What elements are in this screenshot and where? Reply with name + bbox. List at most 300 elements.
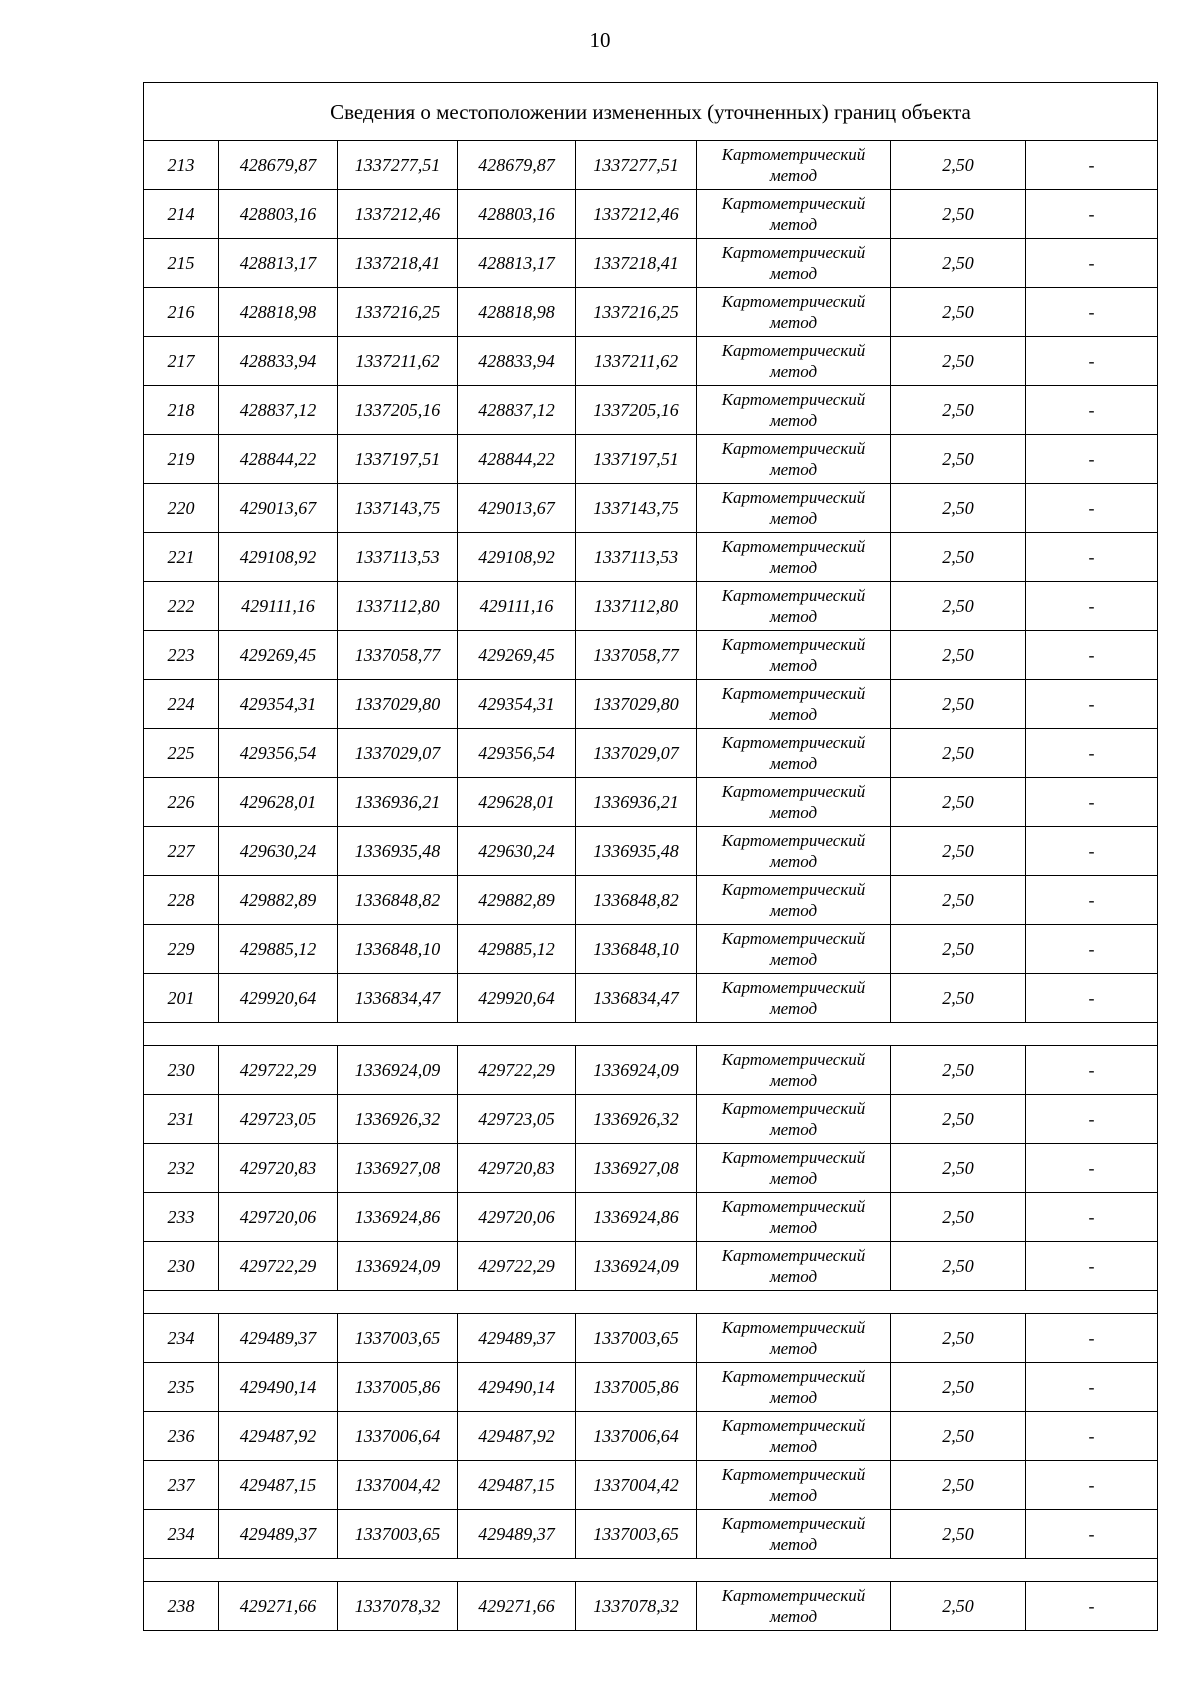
refined-y-cell: 1337003,65: [576, 1510, 697, 1559]
method-cell: [697, 1510, 891, 1559]
accuracy-cell: 2,50: [891, 1582, 1026, 1631]
note-cell: -: [1026, 631, 1158, 680]
existing-x-cell: 429720,83: [219, 1144, 338, 1193]
point-number-cell: 215: [144, 239, 219, 288]
note-cell: -: [1026, 141, 1158, 190]
accuracy-cell: 2,50: [891, 1046, 1026, 1095]
point-number-cell: 227: [144, 827, 219, 876]
method-cell: [697, 1314, 891, 1363]
refined-x-cell: 429720,06: [458, 1193, 576, 1242]
group-separator-cell: [144, 1023, 1158, 1046]
accuracy-cell: 2,50: [891, 729, 1026, 778]
accuracy-cell: 2,50: [891, 1242, 1026, 1291]
existing-y-cell: 1337218,41: [338, 239, 458, 288]
boundary-coordinates-table: [143, 82, 1158, 1631]
existing-y-cell: 1336924,09: [338, 1046, 458, 1095]
group-separator-cell: [144, 1291, 1158, 1314]
table-row: [144, 190, 1158, 239]
note-cell: -: [1026, 288, 1158, 337]
existing-y-cell: 1337216,25: [338, 288, 458, 337]
method-line-2: метод: [769, 705, 818, 724]
existing-x-cell: 429490,14: [219, 1363, 338, 1412]
note-cell: -: [1026, 974, 1158, 1023]
note-cell: -: [1026, 190, 1158, 239]
existing-x-cell: 429271,66: [219, 1582, 338, 1631]
existing-x-cell: 429885,12: [219, 925, 338, 974]
method-line-1: Картометрический: [721, 243, 866, 262]
method-line-1: Картометрический: [721, 1050, 866, 1069]
refined-x-cell: 428813,17: [458, 239, 576, 288]
method-line-1: Картометрический: [721, 586, 866, 605]
method-line-1: Картометрический: [721, 1246, 866, 1265]
existing-y-cell: 1336924,86: [338, 1193, 458, 1242]
point-number-cell: 226: [144, 778, 219, 827]
method-line-2: метод: [769, 166, 818, 185]
point-number-cell: 216: [144, 288, 219, 337]
accuracy-cell: 2,50: [891, 680, 1026, 729]
existing-y-cell: 1337078,32: [338, 1582, 458, 1631]
existing-y-cell: 1337211,62: [338, 337, 458, 386]
point-number-cell: 232: [144, 1144, 219, 1193]
method-line-2: метод: [769, 215, 818, 234]
accuracy-cell: 2,50: [891, 1412, 1026, 1461]
refined-y-cell: 1337006,64: [576, 1412, 697, 1461]
accuracy-cell: 2,50: [891, 337, 1026, 386]
table-row: [144, 1363, 1158, 1412]
method-line-1: Картометрический: [721, 439, 866, 458]
method-line-1: Картометрический: [721, 1318, 866, 1337]
table-row: [144, 337, 1158, 386]
existing-x-cell: 429356,54: [219, 729, 338, 778]
method-line-1: Картометрический: [721, 782, 866, 801]
point-number-cell: 228: [144, 876, 219, 925]
table-row: [144, 778, 1158, 827]
method-line-2: метод: [769, 1486, 818, 1505]
refined-x-cell: 429885,12: [458, 925, 576, 974]
note-cell: -: [1026, 533, 1158, 582]
existing-x-cell: 429628,01: [219, 778, 338, 827]
method-line-1: Картометрический: [721, 1416, 866, 1435]
refined-x-cell: 428818,98: [458, 288, 576, 337]
point-number-cell: 223: [144, 631, 219, 680]
refined-y-cell: 1337004,42: [576, 1461, 697, 1510]
method-line-1: Картометрический: [721, 1586, 866, 1605]
method-line-1: Картометрический: [721, 341, 866, 360]
accuracy-cell: 2,50: [891, 925, 1026, 974]
point-number-cell: 233: [144, 1193, 219, 1242]
point-number-cell: 234: [144, 1510, 219, 1559]
existing-x-cell: 429723,05: [219, 1095, 338, 1144]
table-row: [144, 386, 1158, 435]
method-line-2: метод: [769, 1535, 818, 1554]
refined-y-cell: 1336924,86: [576, 1193, 697, 1242]
point-number-cell: 235: [144, 1363, 219, 1412]
refined-y-cell: 1337113,53: [576, 533, 697, 582]
existing-y-cell: 1336834,47: [338, 974, 458, 1023]
table-row: [144, 1242, 1158, 1291]
method-cell: [697, 288, 891, 337]
method-cell: [697, 484, 891, 533]
existing-y-cell: 1337113,53: [338, 533, 458, 582]
existing-y-cell: 1337143,75: [338, 484, 458, 533]
point-number-cell: 225: [144, 729, 219, 778]
method-line-2: метод: [769, 950, 818, 969]
existing-x-cell: 429269,45: [219, 631, 338, 680]
refined-x-cell: 429490,14: [458, 1363, 576, 1412]
method-line-1: Картометрический: [721, 635, 866, 654]
page-number: 10: [589, 28, 611, 52]
method-line-2: метод: [769, 411, 818, 430]
method-line-2: метод: [769, 1169, 818, 1188]
method-cell: [697, 1412, 891, 1461]
method-line-2: метод: [769, 852, 818, 871]
method-cell: [697, 827, 891, 876]
method-cell: [697, 1193, 891, 1242]
method-line-2: метод: [769, 460, 818, 479]
note-cell: -: [1026, 1095, 1158, 1144]
refined-x-cell: 428837,12: [458, 386, 576, 435]
method-line-1: Картометрический: [721, 488, 866, 507]
method-line-1: Картометрический: [721, 145, 866, 164]
table-row: [144, 1582, 1158, 1631]
point-number-cell: 229: [144, 925, 219, 974]
table-row: [144, 729, 1158, 778]
method-line-1: Картометрический: [721, 1148, 866, 1167]
refined-x-cell: 429354,31: [458, 680, 576, 729]
table-row: [144, 239, 1158, 288]
refined-y-cell: 1336924,09: [576, 1046, 697, 1095]
table-row: [144, 484, 1158, 533]
refined-y-cell: 1337029,07: [576, 729, 697, 778]
existing-x-cell: 429489,37: [219, 1314, 338, 1363]
refined-y-cell: 1336927,08: [576, 1144, 697, 1193]
existing-x-cell: 429722,29: [219, 1242, 338, 1291]
existing-y-cell: 1337003,65: [338, 1314, 458, 1363]
method-line-2: метод: [769, 509, 818, 528]
table-row: [144, 1510, 1158, 1559]
method-cell: [697, 1095, 891, 1144]
note-cell: -: [1026, 680, 1158, 729]
note-cell: -: [1026, 1144, 1158, 1193]
method-cell: [697, 582, 891, 631]
refined-y-cell: 1337277,51: [576, 141, 697, 190]
existing-x-cell: 429489,37: [219, 1510, 338, 1559]
method-line-2: метод: [769, 803, 818, 822]
existing-x-cell: 429487,15: [219, 1461, 338, 1510]
table-row: [144, 876, 1158, 925]
refined-x-cell: 428833,94: [458, 337, 576, 386]
refined-y-cell: 1337078,32: [576, 1582, 697, 1631]
method-cell: [697, 974, 891, 1023]
table-row: [144, 582, 1158, 631]
refined-x-cell: 429489,37: [458, 1314, 576, 1363]
existing-x-cell: 429354,31: [219, 680, 338, 729]
note-cell: -: [1026, 386, 1158, 435]
existing-x-cell: 429630,24: [219, 827, 338, 876]
note-cell: -: [1026, 435, 1158, 484]
note-cell: -: [1026, 1582, 1158, 1631]
existing-y-cell: 1337112,80: [338, 582, 458, 631]
note-cell: -: [1026, 337, 1158, 386]
existing-y-cell: 1337212,46: [338, 190, 458, 239]
method-cell: [697, 1046, 891, 1095]
refined-y-cell: 1337029,80: [576, 680, 697, 729]
method-line-2: метод: [769, 656, 818, 675]
note-cell: -: [1026, 1461, 1158, 1510]
refined-y-cell: 1337216,25: [576, 288, 697, 337]
method-line-2: метод: [769, 558, 818, 577]
existing-x-cell: 428818,98: [219, 288, 338, 337]
point-number-cell: 213: [144, 141, 219, 190]
refined-x-cell: 429489,37: [458, 1510, 576, 1559]
refined-y-cell: 1336834,47: [576, 974, 697, 1023]
method-line-2: метод: [769, 1607, 818, 1626]
existing-y-cell: 1336935,48: [338, 827, 458, 876]
group-separator-row: [144, 1023, 1158, 1046]
table-row: [144, 1144, 1158, 1193]
accuracy-cell: 2,50: [891, 1314, 1026, 1363]
method-line-2: метод: [769, 754, 818, 773]
table-row: [144, 974, 1158, 1023]
refined-x-cell: 428844,22: [458, 435, 576, 484]
point-number-cell: 222: [144, 582, 219, 631]
method-line-2: метод: [769, 1437, 818, 1456]
point-number-cell: 217: [144, 337, 219, 386]
point-number-cell: 220: [144, 484, 219, 533]
point-number-cell: 218: [144, 386, 219, 435]
existing-x-cell: 429882,89: [219, 876, 338, 925]
method-line-1: Картометрический: [721, 390, 866, 409]
method-line-1: Картометрический: [721, 831, 866, 850]
existing-y-cell: 1337006,64: [338, 1412, 458, 1461]
refined-y-cell: 1337143,75: [576, 484, 697, 533]
refined-y-cell: 1336926,32: [576, 1095, 697, 1144]
note-cell: -: [1026, 729, 1158, 778]
note-cell: -: [1026, 1046, 1158, 1095]
accuracy-cell: 2,50: [891, 582, 1026, 631]
accuracy-cell: 2,50: [891, 1510, 1026, 1559]
refined-x-cell: 429628,01: [458, 778, 576, 827]
method-cell: [697, 1242, 891, 1291]
group-separator-row: [144, 1559, 1158, 1582]
note-cell: -: [1026, 239, 1158, 288]
point-number-cell: 231: [144, 1095, 219, 1144]
refined-x-cell: 429269,45: [458, 631, 576, 680]
accuracy-cell: 2,50: [891, 141, 1026, 190]
point-number-cell: 219: [144, 435, 219, 484]
existing-x-cell: 428679,87: [219, 141, 338, 190]
point-number-cell: 230: [144, 1242, 219, 1291]
table-title-row: [144, 83, 1158, 141]
refined-x-cell: 429271,66: [458, 1582, 576, 1631]
note-cell: -: [1026, 1510, 1158, 1559]
point-number-cell: 237: [144, 1461, 219, 1510]
table-row: [144, 1412, 1158, 1461]
note-cell: -: [1026, 827, 1158, 876]
method-cell: [697, 239, 891, 288]
method-line-1: Картометрический: [721, 194, 866, 213]
accuracy-cell: 2,50: [891, 778, 1026, 827]
method-line-2: метод: [769, 1071, 818, 1090]
method-line-1: Картометрический: [721, 1465, 866, 1484]
existing-x-cell: 429111,16: [219, 582, 338, 631]
method-line-2: метод: [769, 313, 818, 332]
existing-x-cell: 429487,92: [219, 1412, 338, 1461]
point-number-cell: 236: [144, 1412, 219, 1461]
method-cell: [697, 337, 891, 386]
table-row: [144, 631, 1158, 680]
point-number-cell: 238: [144, 1582, 219, 1631]
accuracy-cell: 2,50: [891, 190, 1026, 239]
method-line-1: Картометрический: [721, 1514, 866, 1533]
group-separator-cell: [144, 1559, 1158, 1582]
existing-y-cell: 1336924,09: [338, 1242, 458, 1291]
note-cell: -: [1026, 876, 1158, 925]
accuracy-cell: 2,50: [891, 239, 1026, 288]
existing-y-cell: 1337029,07: [338, 729, 458, 778]
method-line-1: Картометрический: [721, 880, 866, 899]
table-row: [144, 1095, 1158, 1144]
table-row: [144, 680, 1158, 729]
existing-x-cell: 428837,12: [219, 386, 338, 435]
refined-x-cell: 429013,67: [458, 484, 576, 533]
method-line-2: метод: [769, 901, 818, 920]
note-cell: -: [1026, 1412, 1158, 1461]
existing-y-cell: 1337197,51: [338, 435, 458, 484]
accuracy-cell: 2,50: [891, 827, 1026, 876]
refined-y-cell: 1336936,21: [576, 778, 697, 827]
note-cell: -: [1026, 582, 1158, 631]
accuracy-cell: 2,50: [891, 876, 1026, 925]
refined-y-cell: 1337005,86: [576, 1363, 697, 1412]
method-line-1: Картометрический: [721, 1197, 866, 1216]
refined-y-cell: 1336935,48: [576, 827, 697, 876]
existing-y-cell: 1337004,42: [338, 1461, 458, 1510]
existing-x-cell: 428813,17: [219, 239, 338, 288]
refined-x-cell: 429722,29: [458, 1242, 576, 1291]
method-line-2: метод: [769, 362, 818, 381]
method-cell: [697, 1582, 891, 1631]
existing-y-cell: 1337277,51: [338, 141, 458, 190]
existing-y-cell: 1336926,32: [338, 1095, 458, 1144]
refined-y-cell: 1337212,46: [576, 190, 697, 239]
existing-y-cell: 1337058,77: [338, 631, 458, 680]
accuracy-cell: 2,50: [891, 435, 1026, 484]
refined-y-cell: 1337058,77: [576, 631, 697, 680]
accuracy-cell: 2,50: [891, 1095, 1026, 1144]
point-number-cell: 221: [144, 533, 219, 582]
method-cell: [697, 435, 891, 484]
refined-x-cell: 428679,87: [458, 141, 576, 190]
existing-x-cell: 429722,29: [219, 1046, 338, 1095]
note-cell: -: [1026, 484, 1158, 533]
accuracy-cell: 2,50: [891, 1461, 1026, 1510]
accuracy-cell: 2,50: [891, 1363, 1026, 1412]
method-line-1: Картометрический: [721, 1099, 866, 1118]
existing-x-cell: 429108,92: [219, 533, 338, 582]
method-cell: [697, 141, 891, 190]
refined-x-cell: 429722,29: [458, 1046, 576, 1095]
refined-x-cell: 428803,16: [458, 190, 576, 239]
table-row: [144, 435, 1158, 484]
refined-x-cell: 429108,92: [458, 533, 576, 582]
accuracy-cell: 2,50: [891, 1193, 1026, 1242]
note-cell: -: [1026, 925, 1158, 974]
method-line-1: Картометрический: [721, 929, 866, 948]
refined-x-cell: 429882,89: [458, 876, 576, 925]
refined-x-cell: 429723,05: [458, 1095, 576, 1144]
existing-x-cell: 429013,67: [219, 484, 338, 533]
refined-y-cell: 1336848,82: [576, 876, 697, 925]
existing-x-cell: 428844,22: [219, 435, 338, 484]
existing-y-cell: 1336848,82: [338, 876, 458, 925]
refined-y-cell: 1337003,65: [576, 1314, 697, 1363]
note-cell: -: [1026, 1193, 1158, 1242]
refined-y-cell: 1337218,41: [576, 239, 697, 288]
existing-y-cell: 1337003,65: [338, 1510, 458, 1559]
method-cell: [697, 1144, 891, 1193]
method-cell: [697, 631, 891, 680]
method-cell: [697, 190, 891, 239]
accuracy-cell: 2,50: [891, 1144, 1026, 1193]
group-separator-row: [144, 1291, 1158, 1314]
accuracy-cell: 2,50: [891, 288, 1026, 337]
method-cell: [697, 876, 891, 925]
method-line-1: Картометрический: [721, 684, 866, 703]
point-number-cell: 234: [144, 1314, 219, 1363]
accuracy-cell: 2,50: [891, 974, 1026, 1023]
method-line-1: Картометрический: [721, 978, 866, 997]
existing-x-cell: 429920,64: [219, 974, 338, 1023]
method-line-2: метод: [769, 1218, 818, 1237]
note-cell: -: [1026, 1314, 1158, 1363]
method-cell: [697, 386, 891, 435]
refined-x-cell: 429720,83: [458, 1144, 576, 1193]
existing-y-cell: 1337029,80: [338, 680, 458, 729]
refined-x-cell: 429487,92: [458, 1412, 576, 1461]
table-row: [144, 288, 1158, 337]
refined-x-cell: 429111,16: [458, 582, 576, 631]
method-cell: [697, 778, 891, 827]
accuracy-cell: 2,50: [891, 386, 1026, 435]
refined-y-cell: 1336848,10: [576, 925, 697, 974]
refined-y-cell: 1336924,09: [576, 1242, 697, 1291]
method-line-1: Картометрический: [721, 1367, 866, 1386]
method-cell: [697, 729, 891, 778]
refined-y-cell: 1337197,51: [576, 435, 697, 484]
table-row: [144, 925, 1158, 974]
refined-y-cell: 1337211,62: [576, 337, 697, 386]
method-line-1: Картометрический: [721, 292, 866, 311]
method-line-2: метод: [769, 607, 818, 626]
existing-y-cell: 1337205,16: [338, 386, 458, 435]
method-line-2: метод: [769, 999, 818, 1018]
refined-y-cell: 1337205,16: [576, 386, 697, 435]
existing-x-cell: 428803,16: [219, 190, 338, 239]
refined-x-cell: 429920,64: [458, 974, 576, 1023]
table-row: [144, 1461, 1158, 1510]
refined-x-cell: 429487,15: [458, 1461, 576, 1510]
existing-x-cell: 429720,06: [219, 1193, 338, 1242]
method-line-2: метод: [769, 1339, 818, 1358]
table-row: [144, 1046, 1158, 1095]
method-cell: [697, 1461, 891, 1510]
table-row: [144, 141, 1158, 190]
existing-x-cell: 428833,94: [219, 337, 338, 386]
method-line-1: Картометрический: [721, 537, 866, 556]
method-line-2: метод: [769, 264, 818, 283]
existing-y-cell: 1336927,08: [338, 1144, 458, 1193]
